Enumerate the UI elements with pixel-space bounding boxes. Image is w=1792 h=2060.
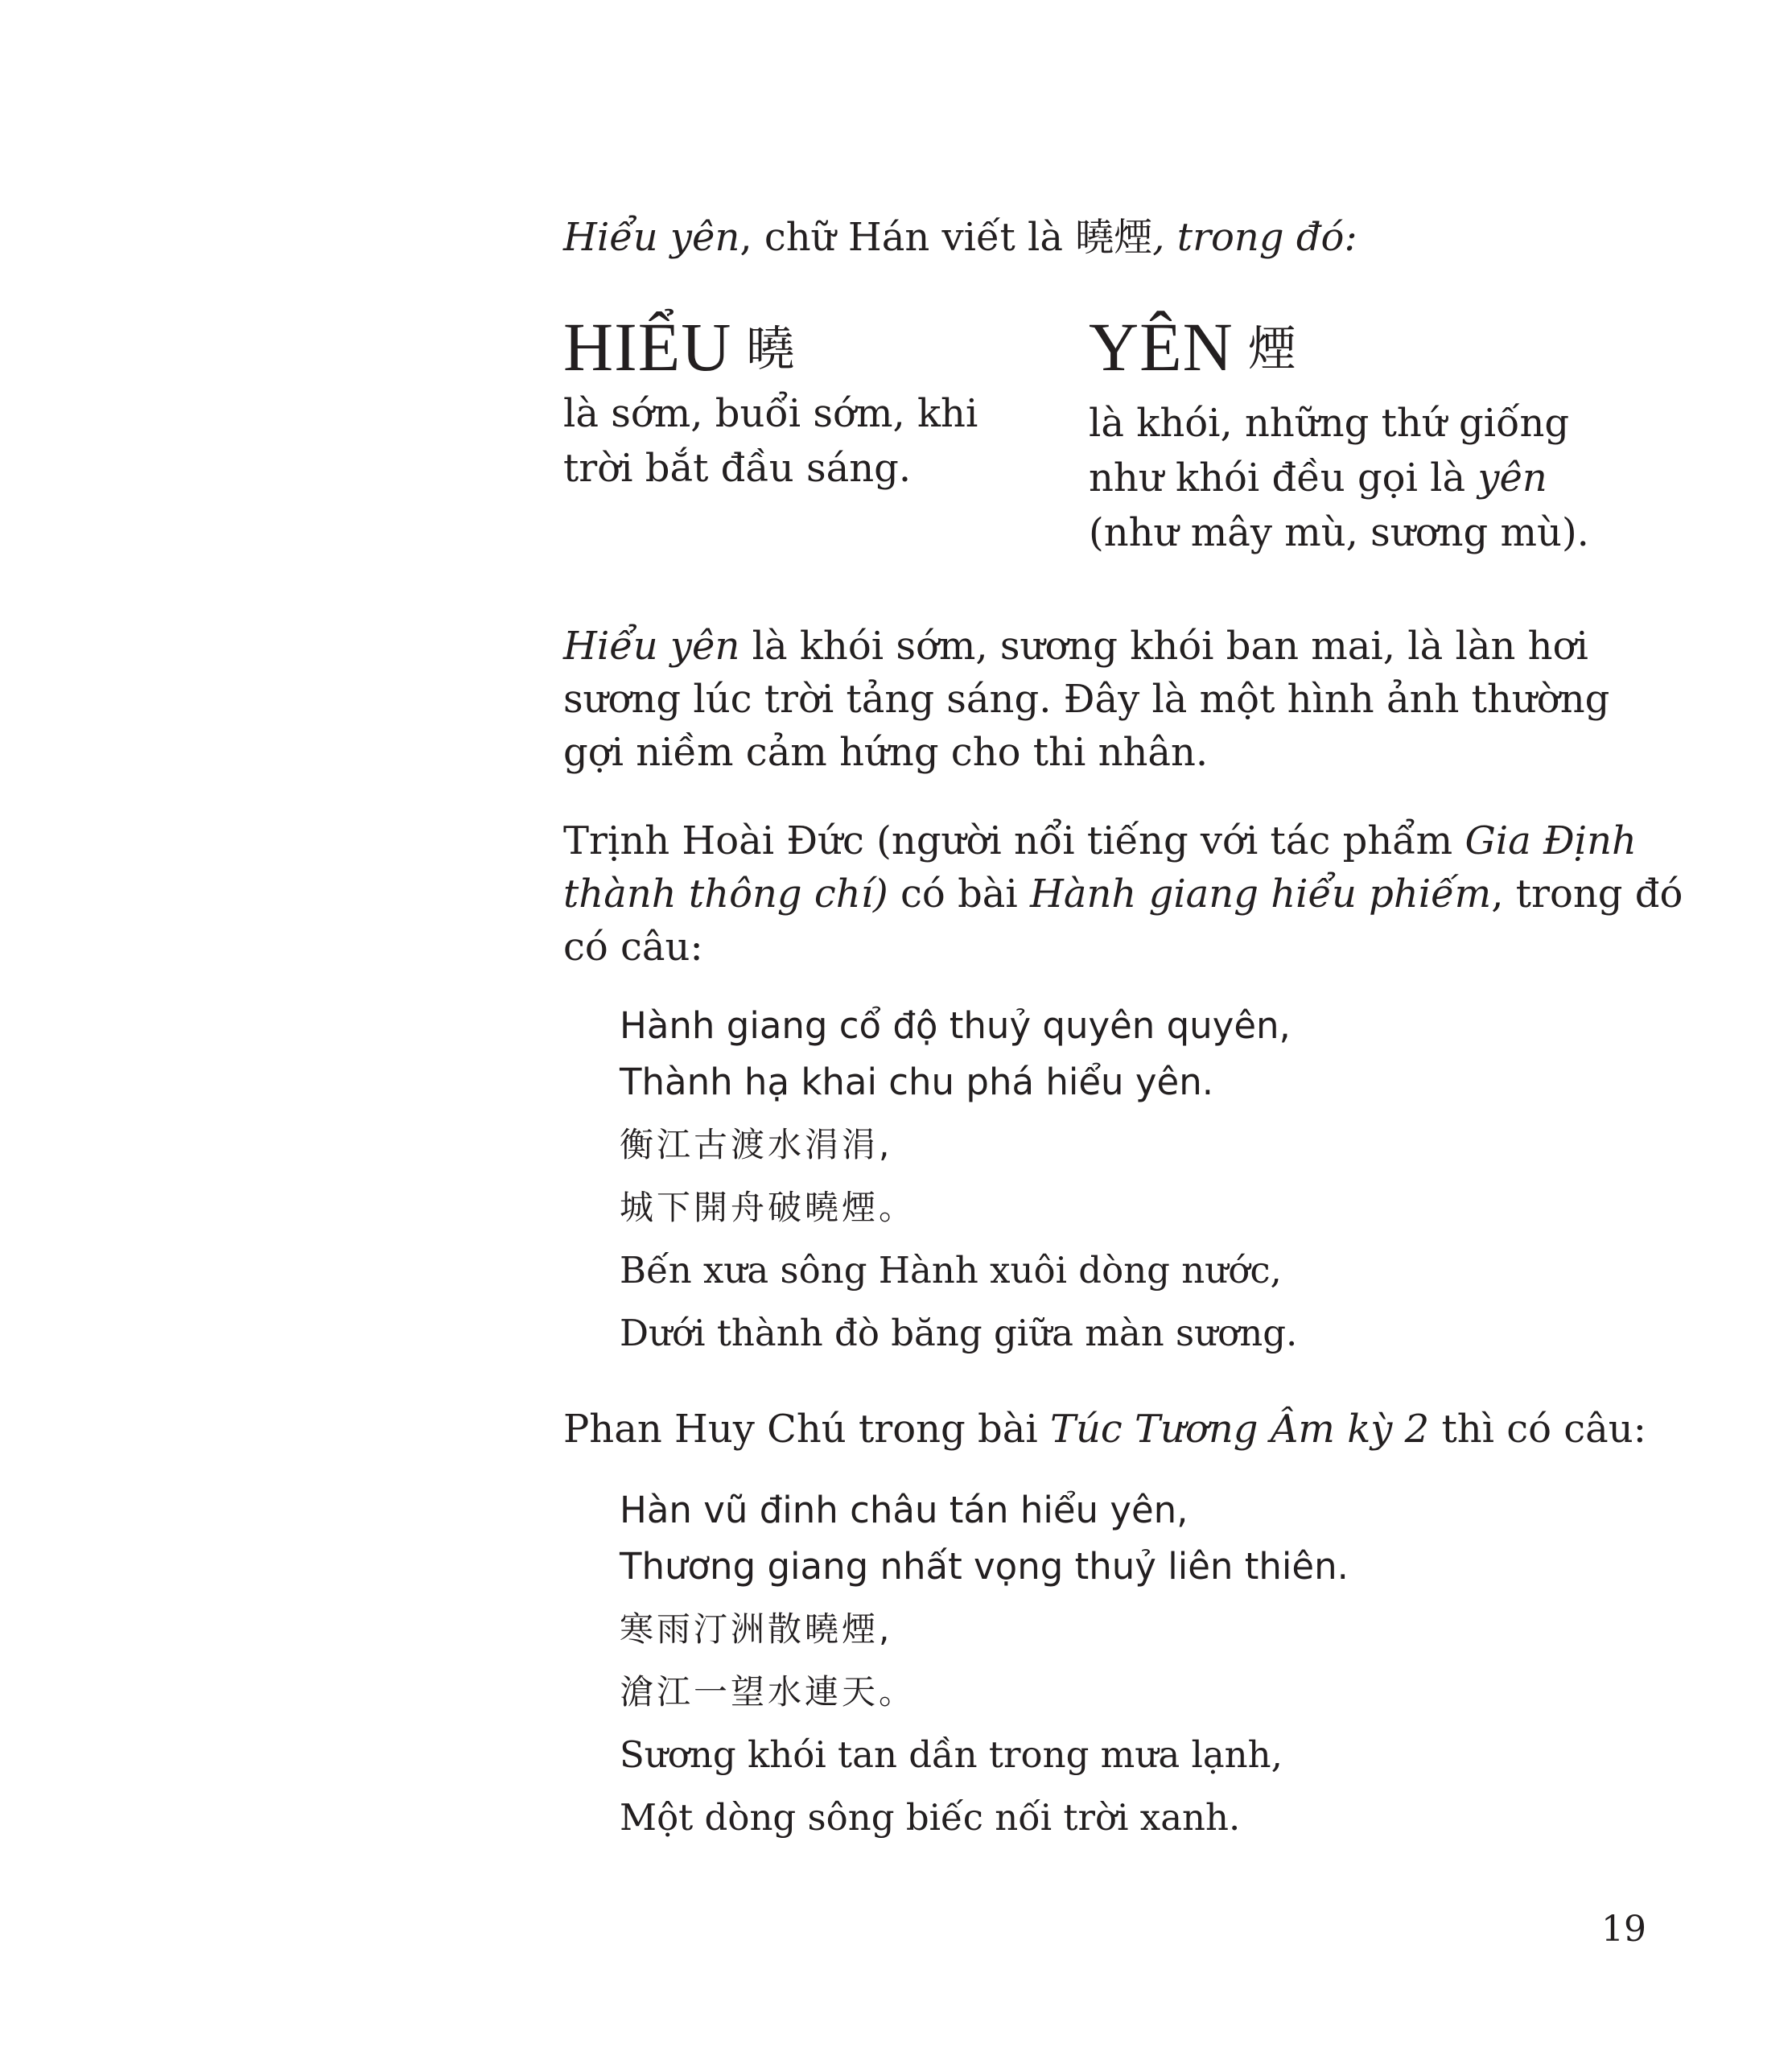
poem-roman-line: Thương giang nhất vọng thuỷ liên thiên. [620, 1545, 1349, 1588]
paragraph-em: Hành giang hiểu phiếm [1030, 871, 1492, 917]
definition-hieu-heading [563, 310, 978, 386]
intro-line [563, 211, 1357, 264]
paragraph-text: Phan Huy Chú trong bài [563, 1407, 1050, 1452]
paragraph-line [563, 1403, 1646, 1456]
definition-yen-heading [1089, 310, 1589, 386]
definition-yen-line [1089, 451, 1589, 505]
definition-hieu-word: HIỂU [563, 308, 732, 385]
intro-han: 曉煙 [1075, 215, 1153, 260]
definition-hieu-han: 曉 [746, 321, 796, 377]
poem-han-line: 滄江一望水連天。 [620, 1672, 917, 1712]
definition-yen [1089, 310, 1589, 560]
definition-hieu-line: là sớm, buổi sớm, khi [563, 391, 978, 436]
poem-roman-line: Thành hạ khai chu phá hiểu yên. [620, 1061, 1214, 1103]
definition-yen-word: YÊN [1089, 308, 1234, 385]
paragraph-line [563, 620, 1609, 673]
definition-yen-han: 煙 [1247, 321, 1297, 377]
paragraph-em: Gia Định [1464, 818, 1637, 863]
definition-yen-line: là khói, những thứ giống [1089, 401, 1570, 446]
definition-yen-line2-em: yên [1477, 455, 1547, 501]
poem-han-line: 城下開舟破曉煙。 [620, 1188, 917, 1227]
poem-translation-line: Bến xưa sông Hành xuôi dòng nước, [620, 1249, 1282, 1292]
paragraph-line: sương lúc trời tảng sáng. Đây là một hình ảnh thường [563, 677, 1610, 722]
poem-translation-line: Sương khói tan dần trong mưa lạnh, [620, 1733, 1283, 1776]
paragraph-term: Hiểu yên [563, 624, 740, 669]
page-number: 19 [1601, 1909, 1646, 1950]
intro-middle: , chữ Hán viết là [739, 215, 1076, 260]
paragraph-meaning [563, 620, 1609, 779]
paragraph-trinh-hoai-duc [563, 814, 1683, 974]
intro-term: Hiểu yên [563, 215, 740, 260]
poem-roman-line: Hàn vũ đinh châu tán hiểu yên, [620, 1489, 1188, 1531]
paragraph-line [563, 814, 1683, 867]
poem-tuc-tuong-am [620, 1482, 1349, 1849]
paragraph-em: Túc Tương Âm kỳ 2 [1049, 1407, 1430, 1452]
paragraph-text: thì có câu: [1429, 1407, 1646, 1452]
poem-translation-line: Một dòng sông biếc nối trời xanh. [620, 1796, 1241, 1839]
paragraph-em: thành thông chí) [563, 871, 888, 917]
intro-tail: , trong đó: [1152, 215, 1357, 260]
definition-hieu [563, 310, 978, 496]
poem-han-line: 寒雨汀洲散曉煙, [620, 1609, 893, 1649]
poem-translation-line: Dưới thành đò băng giữa màn sương. [620, 1312, 1298, 1354]
poem-han-line: 衡江古渡水涓涓, [620, 1125, 893, 1164]
paragraph-line: gợi niềm cảm hứng cho thi nhân. [563, 730, 1209, 775]
definition-hieu-line: trời bắt đầu sáng. [563, 446, 912, 491]
poem-roman-line: Hành giang cổ độ thuỷ quyên quyên, [620, 1004, 1291, 1047]
paragraph-line [563, 867, 1683, 921]
paragraph-text: Trịnh Hoài Đức (người nổi tiếng với tác phẩm [563, 818, 1465, 863]
paragraph-text: là khói sớm, sương khói ban mai, là làn hơi [739, 624, 1588, 669]
paragraph-phan-huy-chu [563, 1403, 1646, 1456]
definition-yen-line2-text: như khói đều gọi là [1089, 455, 1478, 501]
paragraph-text: có bài [888, 871, 1031, 917]
definition-yen-line: (như mây mù, sương mù). [1089, 510, 1589, 555]
poem-hanh-giang [620, 998, 1297, 1365]
paragraph-line: có câu: [563, 925, 703, 970]
paragraph-text: , trong đó [1491, 871, 1683, 917]
